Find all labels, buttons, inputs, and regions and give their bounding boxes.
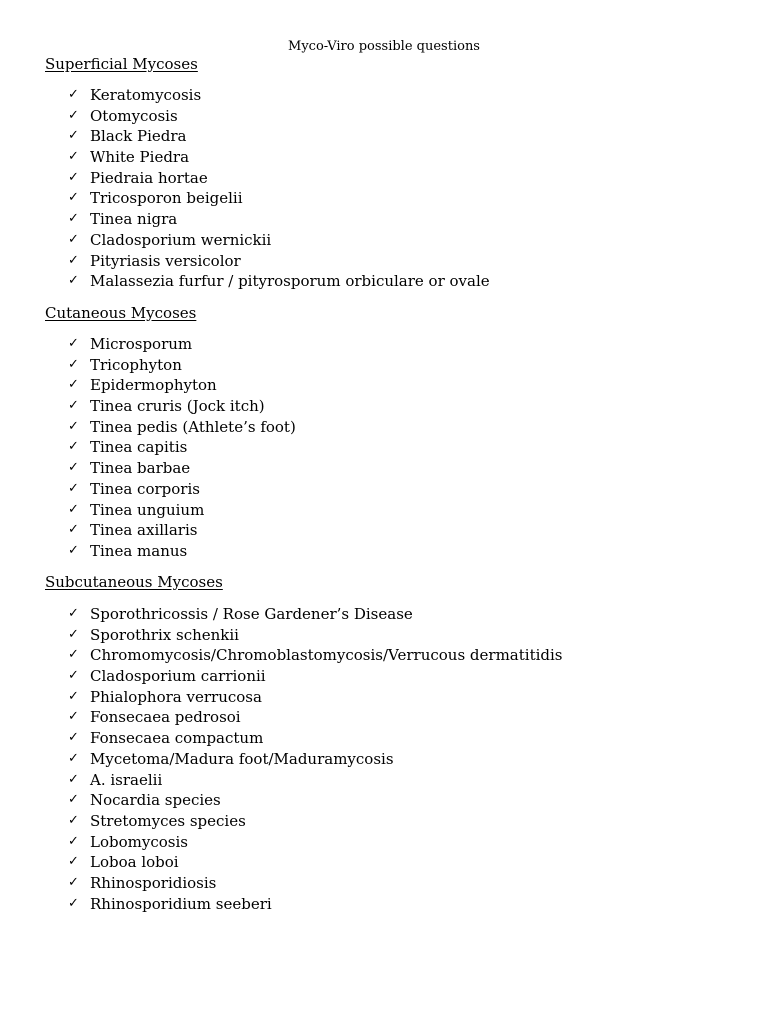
list-item — [0, 230, 490, 251]
section-title-cutaneous: Cutaneous Mycoses — [45, 304, 197, 322]
list-item-label: Sporothricossis / Rose Gardener’s Disease — [90, 605, 413, 623]
list-item — [0, 479, 296, 500]
list-item-label: Fonsecaea compactum — [90, 729, 264, 748]
check-icon: ✓ — [68, 709, 79, 725]
check-icon: ✓ — [68, 771, 79, 787]
list-item-label: Tinea capitis — [90, 438, 188, 457]
list-item-label: Microsporum — [90, 335, 193, 353]
list-item — [0, 85, 490, 106]
list-item — [0, 645, 563, 666]
list-item — [0, 541, 296, 562]
list-item — [0, 106, 490, 127]
list-item — [0, 520, 296, 541]
list-item — [0, 271, 490, 292]
list-item-label: Tinea axillaris — [90, 521, 198, 540]
list-item-label: Rhinosporidiosis — [90, 873, 217, 892]
list-item-label: Malassezia furfur / pityrosporum orbiculare or ovale — [90, 272, 490, 291]
page-header: Myco-Viro possible questions — [288, 39, 480, 54]
check-icon: ✓ — [68, 688, 79, 704]
item-list-superficial — [0, 85, 490, 292]
list-item-label: Lobomycosis — [90, 832, 188, 851]
list-item-label: Cladosporium carrionii — [90, 667, 266, 686]
list-item — [0, 894, 563, 915]
item-list-cutaneous — [0, 334, 296, 562]
check-icon: ✓ — [68, 792, 79, 808]
list-item-label: Tinea cruris (Jock itch) — [90, 397, 265, 416]
list-item-label: Loboa loboi — [90, 853, 179, 872]
check-icon: ✓ — [68, 647, 79, 663]
list-item — [0, 355, 296, 376]
list-item — [0, 666, 563, 687]
list-item-label: Mycetoma/Madura foot/Maduramycosis — [90, 749, 394, 768]
check-icon: ✓ — [68, 418, 79, 434]
check-icon: ✓ — [68, 522, 79, 538]
list-item-label: Black Piedra — [90, 127, 187, 146]
list-item-label: Otomycosis — [90, 106, 178, 125]
section-title-subcutaneous: Subcutaneous Mycoses — [45, 573, 223, 591]
check-icon: ✓ — [68, 87, 79, 102]
list-item-label: Epidermophyton — [90, 376, 217, 395]
list-item — [0, 873, 563, 894]
list-item-label: Cladosporium wernickii — [90, 230, 272, 249]
list-item-label: Tinea nigra — [90, 210, 178, 229]
check-icon: ✓ — [68, 211, 79, 227]
check-icon: ✓ — [68, 356, 79, 372]
list-item — [0, 687, 563, 708]
list-item — [0, 417, 296, 438]
check-icon: ✓ — [68, 854, 79, 870]
check-icon: ✓ — [68, 190, 79, 206]
list-item-label: Tinea unguium — [90, 500, 205, 519]
check-icon: ✓ — [68, 336, 79, 351]
check-icon: ✓ — [68, 668, 79, 684]
check-icon: ✓ — [68, 542, 79, 558]
list-item-label: Phialophora verrucosa — [90, 687, 262, 706]
check-icon: ✓ — [68, 377, 79, 393]
list-item — [0, 749, 563, 770]
list-item — [0, 770, 563, 791]
list-item-label: Nocardia species — [90, 791, 221, 810]
list-item-label: Rhinosporidium seeberi — [90, 894, 272, 913]
list-item — [0, 437, 296, 458]
check-icon: ✓ — [68, 874, 79, 890]
check-icon: ✓ — [68, 439, 79, 455]
list-item-label: Piedraia hortae — [90, 168, 208, 187]
list-item — [0, 811, 563, 832]
list-item-label: Tinea barbae — [90, 459, 191, 478]
list-item-label: Keratomycosis — [90, 86, 202, 104]
section-title-superficial: Superficial Mycoses — [45, 55, 198, 73]
list-item-label: A. israelii — [90, 770, 163, 789]
list-item-label: Chromomycosis/Chromoblastomycosis/Verrucous dermatitidis — [90, 646, 563, 665]
list-item — [0, 604, 563, 625]
check-icon: ✓ — [68, 730, 79, 746]
check-icon: ✓ — [68, 501, 79, 517]
check-icon: ✓ — [68, 398, 79, 414]
check-icon: ✓ — [68, 833, 79, 849]
list-item — [0, 209, 490, 230]
list-item-label: Stretomyces species — [90, 811, 246, 830]
list-item — [0, 251, 490, 272]
check-icon: ✓ — [68, 169, 79, 185]
list-item — [0, 375, 296, 396]
check-icon: ✓ — [68, 480, 79, 496]
list-item-label: Fonsecaea pedrosoi — [90, 708, 241, 727]
item-list-subcutaneous — [0, 604, 563, 914]
check-icon: ✓ — [68, 606, 79, 621]
list-item-label: Tinea manus — [90, 541, 188, 560]
list-item — [0, 147, 490, 168]
list-item — [0, 188, 490, 209]
list-item — [0, 852, 563, 873]
check-icon: ✓ — [68, 252, 79, 268]
check-icon: ✓ — [68, 812, 79, 828]
list-item — [0, 500, 296, 521]
list-item — [0, 728, 563, 749]
list-item-label: White Piedra — [90, 148, 190, 167]
list-item — [0, 334, 296, 355]
list-item — [0, 790, 563, 811]
check-icon: ✓ — [68, 895, 79, 911]
list-item — [0, 625, 563, 646]
list-item-label: Tinea corporis — [90, 479, 200, 498]
list-item-label: Pityriasis versicolor — [90, 251, 241, 270]
list-item-label: Tinea pedis (Athlete’s foot) — [90, 417, 296, 436]
check-icon: ✓ — [68, 149, 79, 165]
check-icon: ✓ — [68, 231, 79, 247]
list-item-label: Sporothrix schenkii — [90, 625, 239, 644]
list-item — [0, 396, 296, 417]
check-icon: ✓ — [68, 128, 79, 144]
list-item — [0, 458, 296, 479]
list-item — [0, 126, 490, 147]
list-item — [0, 707, 563, 728]
check-icon: ✓ — [68, 460, 79, 476]
check-icon: ✓ — [68, 273, 79, 289]
list-item — [0, 168, 490, 189]
check-icon: ✓ — [68, 626, 79, 642]
check-icon: ✓ — [68, 750, 79, 766]
list-item — [0, 832, 563, 853]
check-icon: ✓ — [68, 107, 79, 123]
list-item-label: Tricosporon beigelii — [90, 189, 243, 208]
list-item-label: Tricophyton — [90, 355, 182, 374]
